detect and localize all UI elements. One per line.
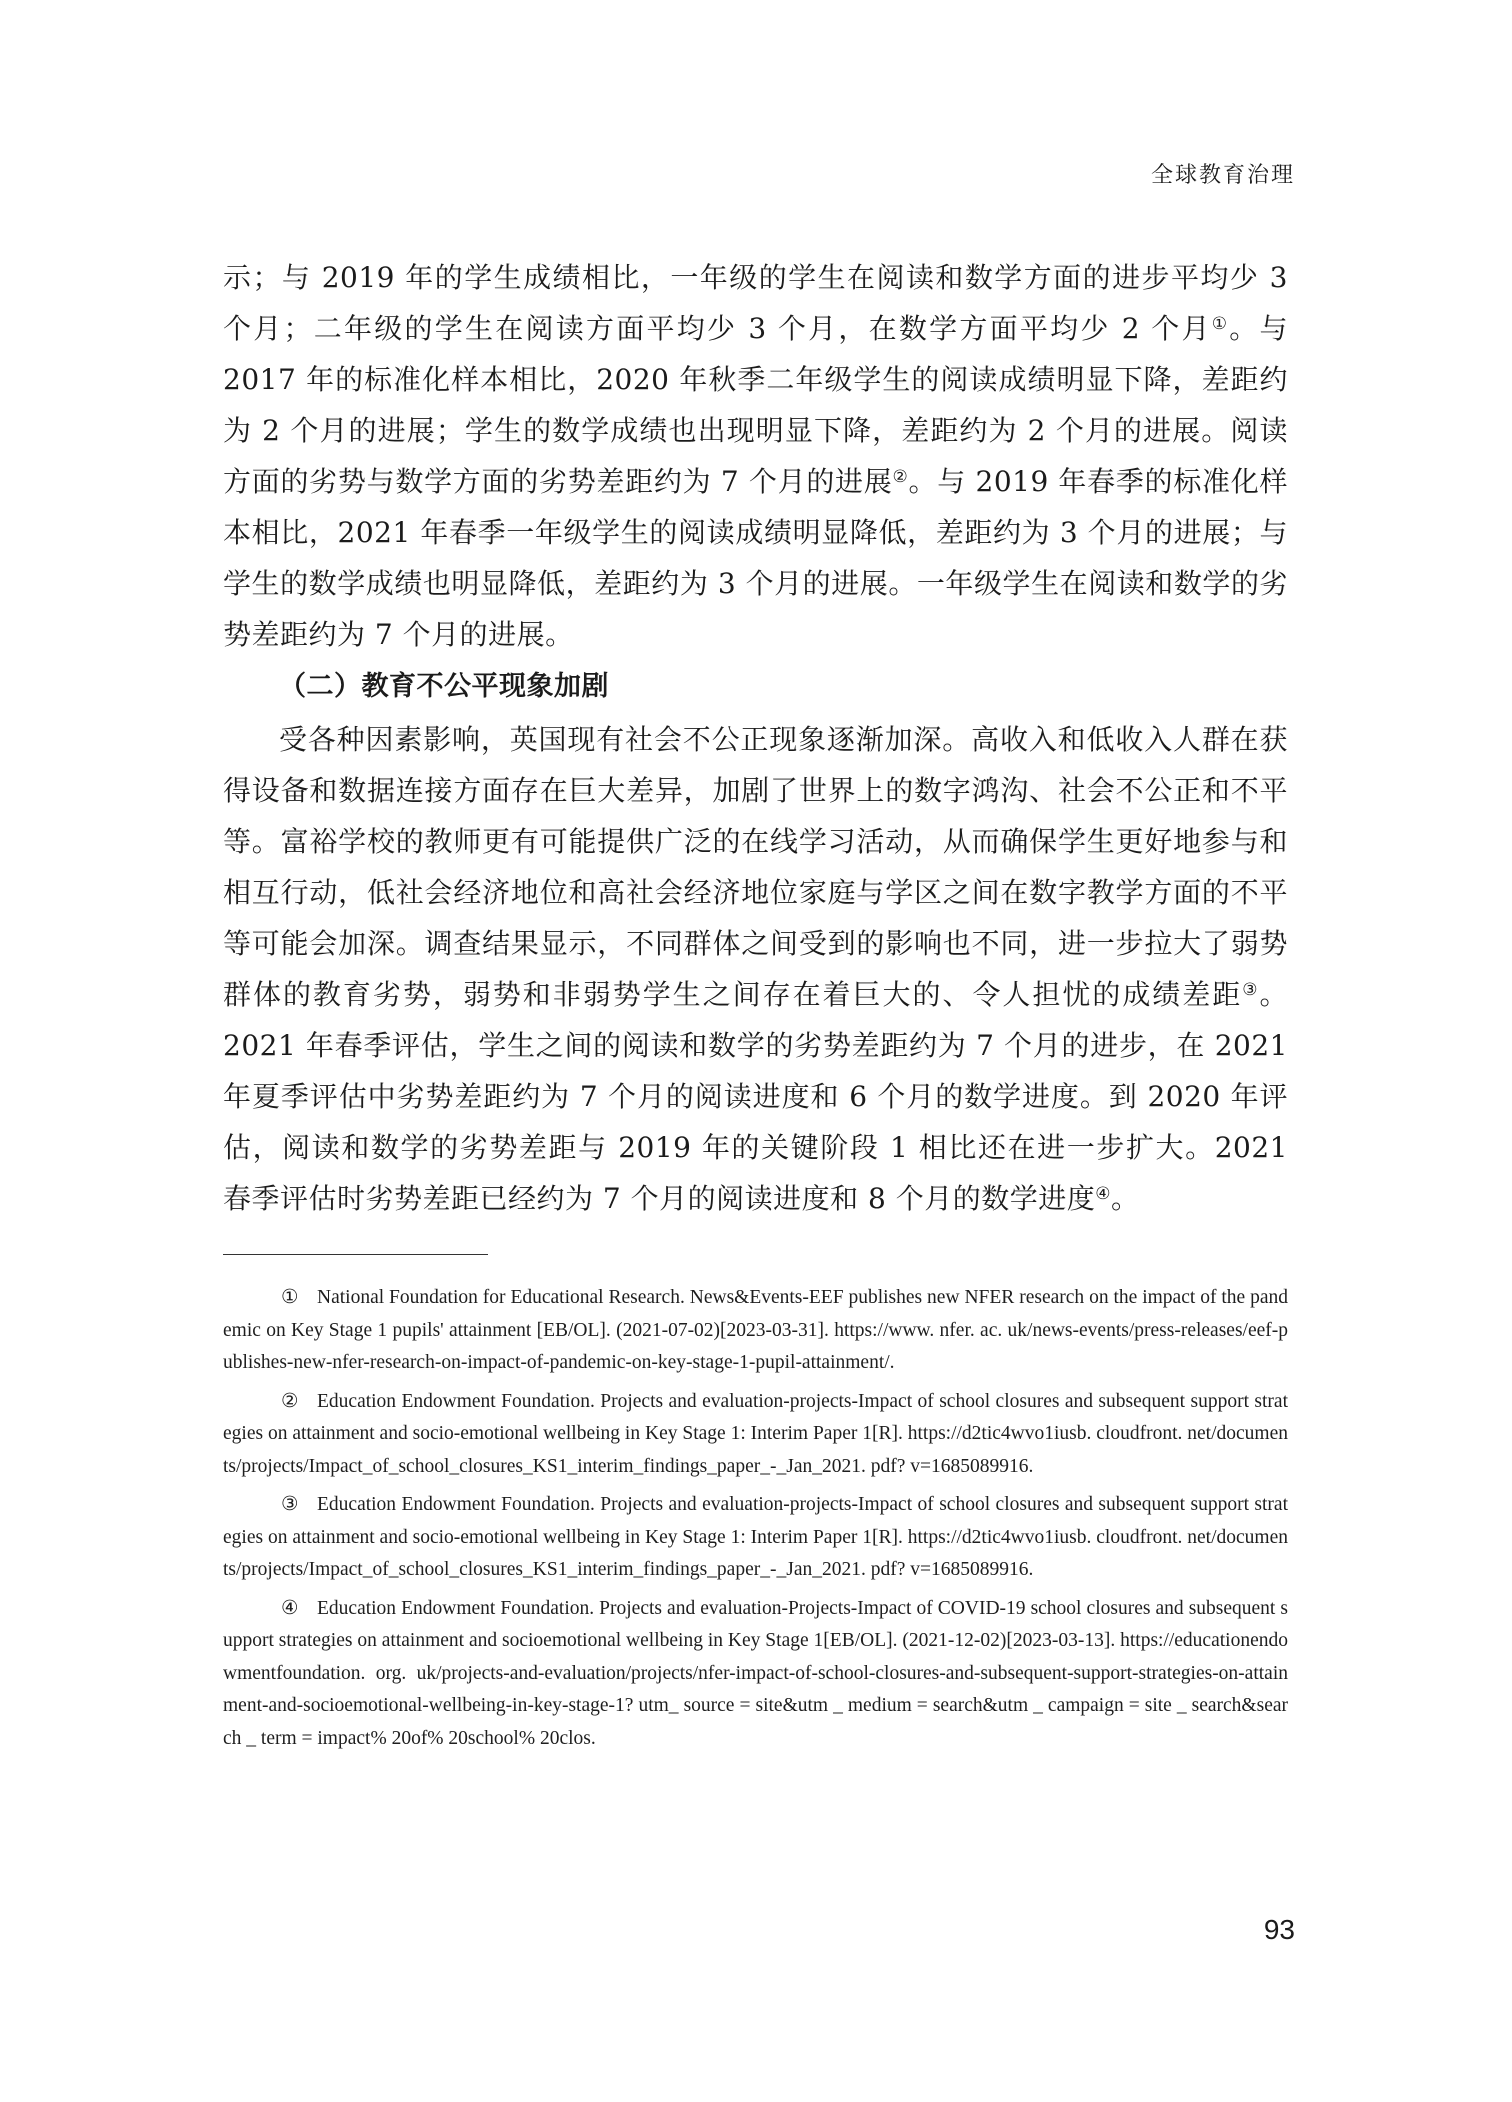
footnote-4: [223, 1593, 1288, 1756]
section-heading: （二）教育不公平现象加剧: [279, 671, 609, 702]
footnote-text: Education Endowment Foundation. Projects and evaluation-Projects-Impact of COVID-19 school closures and subsequent support strategies on attainment and socioemotional wellbeing in Key Stage 1[EB/OL]. (2021-12-02)[2023-03-13]. https://educationendowmentfoundation. org. uk/projects-and-evaluation/projects/nfer-impact-of-school-closures-and-subsequent-support-strategies-on-attainment-and-socioemotional-wellbeing-in-key-stage-1? utm_ source = site&utm _ medium = search&utm _ campaign = site _ search&search _ term = impact% 20of% 20school% 20clos.: [223, 1597, 1288, 1749]
footnote-text: Education Endowment Foundation. Projects and evaluation-projects-Impact of school closures and subsequent support strategies on attainment and socio-emotional wellbeing in Key Stage 1: Interim Paper 1[R]. https://d2tic4wvo1iusb. cloudfront. net/documents/projects/Impact_of_school_closures_KS1_interim_findings_paper_-_Jan_2021. pdf? v=1685089916.: [223, 1494, 1288, 1580]
body-paragraph: [223, 252, 1288, 660]
footnote-mark: ③: [281, 1494, 299, 1515]
main-text: [223, 252, 1288, 1224]
text-run: 。与 2017 年的标准化样本相比，2020 年秋季二年级学生的阅读成绩明显下降，差距约为 2 个月的进展；学生的数学成绩也出现明显下降，差距约为 2 个月的进展。阅读方面的劣势与数学方面的劣势差距约为 7 个月的进展: [223, 312, 1288, 498]
footnote-1: [223, 1282, 1288, 1380]
body-paragraph: [223, 714, 1288, 1224]
footnotes: [223, 1282, 1288, 1761]
footnote-text: Education Endowment Foundation. Projects and evaluation-projects-Impact of school closures and subsequent support strategies on attainment and socio-emotional wellbeing in Key Stage 1: Interim Paper 1[R]. https://d2tic4wvo1iusb. cloudfront. net/documents/projects/Impact_of_school_closures_KS1_interim_findings_paper_-_Jan_2021. pdf? v=1685089916.: [223, 1390, 1288, 1477]
text-run: 示；与 2019 年的学生成绩相比，一年级的学生在阅读和数学方面的进步平均少 3 个月；二年级的学生在阅读方面平均少 3 个月，在数学方面平均少 2 个月: [223, 261, 1288, 345]
text-run: 。与 2019 年春季的标准化样本相比，2021 年春季一年级学生的阅读成绩明显降低，差距约为 3 个月的进展；与学生的数学成绩也明显降低，差距约为 3 个月的进展。一年级学生在阅读和数学的劣势差距约为 7 个月的进展。: [223, 465, 1288, 651]
footnote-mark: ①: [281, 1287, 299, 1308]
footnote-mark: ②: [281, 1390, 299, 1412]
footnote-ref-3[interactable]: ③: [1242, 980, 1260, 1000]
footnote-ref-4[interactable]: ④: [1095, 1184, 1111, 1204]
footnote-ref-1[interactable]: ①: [1211, 314, 1230, 334]
running-header: 全球教育治理: [1150, 163, 1295, 188]
text-run: 受各种因素影响，英国现有社会不公正现象逐渐加深。高收入和低收入人群在获得设备和数据连接方面存在巨大差异，加剧了世界上的数字鸿沟、社会不公正和不平等。富裕学校的教师更有可能提供广泛的在线学习活动，从而确保学生更好地参与和相互行动，低社会经济地位和高社会经济地位家庭与学区之间在数字教学方面的不平等可能会加深。调查结果显示，不同群体之间受到的影响也不同，进一步拉大了弱势群体的教育劣势，弱势和非弱势学生之间存在着巨大的、令人担忧的成绩差距: [223, 723, 1288, 1011]
footnote-3: [223, 1489, 1288, 1587]
page-number: 93: [1263, 1914, 1295, 1945]
footnote-ref-2[interactable]: ②: [892, 467, 909, 487]
footnote-mark: ④: [281, 1597, 299, 1619]
footnote-text: National Foundation for Educational Research. News&Events-EEF publishes new NFER research on the impact of the pandemic on Key Stage 1 pupils' attainment [EB/OL]. (2021-07-02)[2023-03-31]. https://www. nfer. ac. uk/news-events/press-releases/eef-publishes-new-nfer-research-on-impact-of-pandemic-on-key-stage-1-pupil-attainment/.: [223, 1287, 1288, 1373]
text-run: 。: [1110, 1182, 1140, 1215]
footnote-divider: [223, 1254, 488, 1255]
text-run: 。2021 年春季评估，学生之间的阅读和数学的劣势差距约为 7 个月的进步，在 2021 年夏季评估中劣势差距约为 7 个月的阅读进度和 6 个月的数学进度。到 2020 年评估，阅读和数学的劣势差距与 2019 年的关键阶段 1 相比还在进一步扩大。2021 春季评估时劣势差距已经约为 7 个月的阅读进度和 8 个月的数学进度: [223, 978, 1288, 1215]
footnote-2: [223, 1386, 1288, 1484]
